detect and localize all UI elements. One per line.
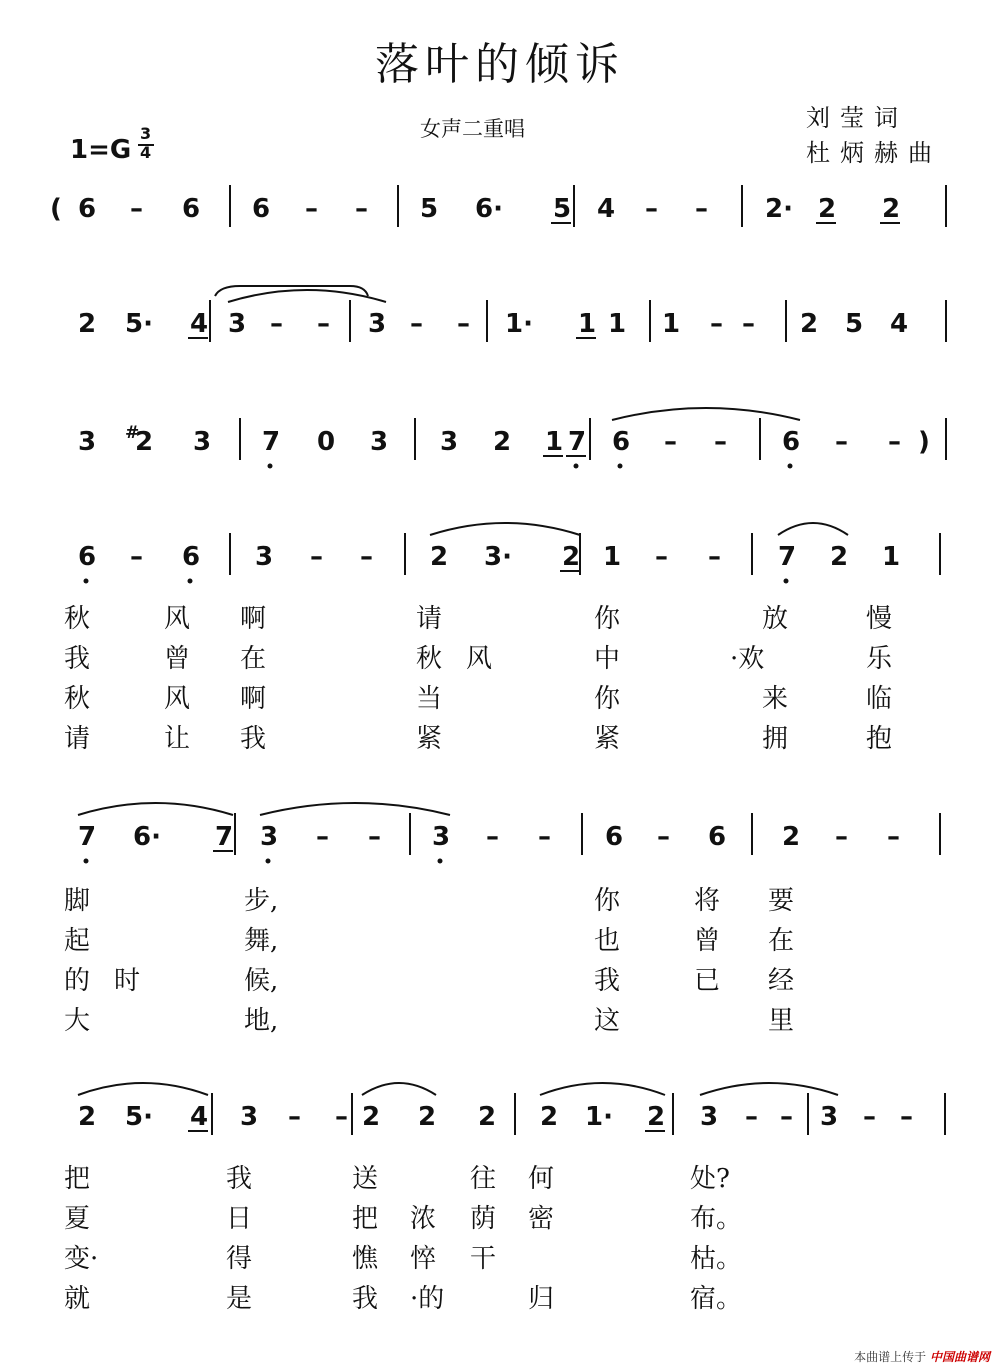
lyric-char: 这: [594, 1006, 621, 1036]
note: 6·: [475, 194, 503, 224]
note: 1: [662, 309, 681, 339]
lyric-char: 浓: [410, 1204, 437, 1234]
note: –: [708, 542, 721, 572]
lyric-char: 何: [528, 1164, 555, 1194]
note: 4: [190, 309, 209, 339]
note: 6: [605, 822, 624, 852]
lyric-char: 变·: [64, 1244, 99, 1274]
note: 2: [418, 1102, 437, 1132]
lyric-char: 宿。: [690, 1284, 743, 1314]
note: 3: [820, 1102, 839, 1132]
note: –: [863, 1102, 876, 1132]
octave-dot: [266, 859, 271, 864]
slur: [430, 523, 580, 535]
key-signature: 1=G: [70, 135, 132, 165]
lyric-char: 秋: [64, 604, 91, 634]
note: –: [695, 194, 708, 224]
lyric-char: ·的: [410, 1284, 445, 1314]
lyric-char: 时: [114, 966, 141, 996]
lyric-char: 枯。: [690, 1244, 743, 1274]
slur: [700, 1083, 838, 1095]
note: –: [900, 1102, 913, 1132]
lyric-char: 紧: [594, 724, 621, 754]
lyric-char: 我: [226, 1164, 253, 1194]
lyric-char: 荫: [470, 1204, 497, 1234]
octave-dot: [788, 464, 793, 469]
note: 1: [882, 542, 901, 572]
note: 3: [368, 309, 387, 339]
sharp-sign: #: [125, 423, 140, 443]
note: –: [710, 309, 723, 339]
lyric-char: 风: [466, 644, 493, 674]
lyric-char: 候,: [244, 966, 279, 996]
note: 7: [568, 427, 587, 457]
lyric-char: 啊: [240, 684, 267, 714]
note: 2: [830, 542, 849, 572]
lyric-char: 拥: [762, 724, 789, 754]
lyric-char: 悴: [410, 1244, 437, 1274]
lyric-char: 也: [594, 926, 621, 956]
note: –: [288, 1102, 301, 1132]
lyric-char: 曾: [694, 926, 721, 956]
note: 2: [430, 542, 449, 572]
lyric-char: 在: [768, 926, 795, 956]
lyric-char: 里: [768, 1006, 795, 1036]
lyric-char: 把: [64, 1164, 91, 1194]
lyric-char: 往: [470, 1164, 497, 1194]
note: –: [310, 542, 323, 572]
note: 7: [215, 822, 234, 852]
note: 2: [818, 194, 837, 224]
note: 3: [78, 427, 97, 457]
note: 2: [362, 1102, 381, 1132]
lyric-char: 秋: [64, 684, 91, 714]
slur: [78, 1083, 208, 1095]
note: 6: [708, 822, 727, 852]
octave-dot: [438, 859, 443, 864]
note: 3: [228, 309, 247, 339]
lyric-char: 请: [64, 724, 91, 754]
note: –: [316, 822, 329, 852]
note: 3: [240, 1102, 259, 1132]
note: 3: [700, 1102, 719, 1132]
note: –: [835, 427, 848, 457]
note: 2: [493, 427, 512, 457]
lyric-char: 地,: [244, 1006, 279, 1036]
note: 3: [370, 427, 389, 457]
note: 0: [317, 427, 336, 457]
note: 2: [647, 1102, 666, 1132]
lyric-char: 当: [416, 684, 443, 714]
lyric-char: 中: [594, 644, 621, 674]
lyric-char: 紧: [416, 724, 443, 754]
note: –: [780, 1102, 793, 1132]
note: 5: [553, 194, 572, 224]
note: 3: [432, 822, 451, 852]
lyric-char: 归: [528, 1284, 555, 1314]
note: 1: [608, 309, 627, 339]
note: 2: [478, 1102, 497, 1132]
lyric-char: 我: [240, 724, 267, 754]
note: –: [742, 309, 755, 339]
note: 2: [800, 309, 819, 339]
lyric-char: 把: [352, 1204, 379, 1234]
note: 3: [193, 427, 212, 457]
note: –: [335, 1102, 348, 1132]
note: –: [664, 427, 677, 457]
note: (: [50, 194, 62, 224]
lyric-char: 起: [64, 926, 91, 956]
note: 2: [782, 822, 801, 852]
slur: [362, 1083, 436, 1095]
lyric-char: 我: [352, 1284, 379, 1314]
lyric-char: 我: [64, 644, 91, 674]
lyric-char: 将: [694, 886, 721, 916]
lyric-char: 干: [470, 1244, 497, 1274]
note: 6: [612, 427, 631, 457]
lyric-char: 临: [866, 684, 893, 714]
note: –: [457, 309, 470, 339]
lyric-char: 你: [594, 886, 621, 916]
lyric-char: 让: [164, 724, 191, 754]
lyric-char: 我: [594, 966, 621, 996]
note: 1: [603, 542, 622, 572]
note: 6: [182, 194, 201, 224]
note: 7: [262, 427, 281, 457]
lyric-char: 憔: [352, 1244, 379, 1274]
note: 3: [260, 822, 279, 852]
octave-dot: [84, 859, 89, 864]
note: 6: [182, 542, 201, 572]
footer-credit: [854, 1348, 990, 1365]
lyric-char: 乐: [866, 644, 893, 674]
lyric-char: 啊: [240, 604, 267, 634]
note: 5: [420, 194, 439, 224]
note: 6: [782, 427, 801, 457]
note: 2: [78, 1102, 97, 1132]
note: 1·: [585, 1102, 613, 1132]
note: –: [745, 1102, 758, 1132]
note: –: [305, 194, 318, 224]
lyric-char: 日: [226, 1204, 253, 1234]
meter-numerator: 3: [140, 124, 152, 143]
note: 1: [545, 427, 564, 457]
lyric-char: 脚: [64, 886, 91, 916]
lyric-char: 慢: [866, 604, 893, 634]
slur: [228, 290, 386, 302]
note: 6: [252, 194, 271, 224]
note: –: [130, 542, 143, 572]
footer-brand: 中国曲谱网: [929, 1350, 990, 1364]
lyric-char: 布。: [690, 1204, 743, 1234]
lyric-char: 步,: [244, 886, 279, 916]
lyric-char: 曾: [164, 644, 191, 674]
note: –: [410, 309, 423, 339]
lyric-char: 得: [226, 1244, 253, 1274]
note: 7: [78, 822, 97, 852]
footer-text: 本曲谱上传于: [854, 1350, 927, 1364]
lyric-char: 放: [762, 604, 789, 634]
note: –: [538, 822, 551, 852]
lyric-char: 风: [164, 604, 191, 634]
note: –: [657, 822, 670, 852]
note: 4: [597, 194, 616, 224]
note: 3·: [484, 542, 512, 572]
lyric-char: 来: [762, 684, 789, 714]
octave-dot: [574, 464, 579, 469]
lyric-char: 送: [352, 1164, 379, 1194]
octave-dot: [188, 579, 193, 584]
lyric-char: 风: [164, 684, 191, 714]
note: 2: [562, 542, 581, 572]
lyric-char: 在: [240, 644, 267, 674]
octave-dot: [618, 464, 623, 469]
note: –: [645, 194, 658, 224]
subtitle: 女声二重唱: [420, 117, 525, 141]
note: –: [714, 427, 727, 457]
note: 1: [578, 309, 597, 339]
note: 2: [135, 427, 154, 457]
slur: [78, 803, 233, 815]
note: –: [355, 194, 368, 224]
note: 2: [540, 1102, 559, 1132]
note: –: [887, 822, 900, 852]
slur: [260, 803, 450, 815]
note: –: [360, 542, 373, 572]
note: 1·: [505, 309, 533, 339]
lyric-char: 大: [64, 1006, 91, 1036]
note: 2·: [765, 194, 793, 224]
note: 6: [78, 194, 97, 224]
lyric-char: 是: [226, 1284, 253, 1314]
lyric-char: 抱: [866, 724, 893, 754]
note: 3: [255, 542, 274, 572]
octave-dot: [784, 579, 789, 584]
lyric-char: 秋: [416, 644, 443, 674]
slur: [612, 408, 800, 420]
page-title: 落叶的倾诉: [375, 39, 625, 90]
lyric-char: 你: [594, 684, 621, 714]
slur: [540, 1083, 665, 1095]
note: –: [270, 309, 283, 339]
meter-denominator: 4: [140, 143, 152, 162]
note: 2: [78, 309, 97, 339]
lyric-char: 夏: [64, 1204, 91, 1234]
note: –: [655, 542, 668, 572]
lyric-char: 请: [416, 604, 443, 634]
lyric-char: 就: [64, 1284, 91, 1314]
slur: [778, 523, 848, 535]
lyric-char: ·欢: [730, 644, 765, 674]
note: 6: [78, 542, 97, 572]
note: –: [888, 427, 901, 457]
note: 7: [778, 542, 797, 572]
lyric-char: 舞,: [244, 926, 279, 956]
note: –: [130, 194, 143, 224]
note: ): [918, 427, 930, 457]
note: 3: [440, 427, 459, 457]
note: –: [486, 822, 499, 852]
note: –: [317, 309, 330, 339]
note: 5·: [125, 1102, 153, 1132]
note: 4: [890, 309, 909, 339]
lyric-char: 经: [768, 966, 795, 996]
note: 6·: [133, 822, 161, 852]
lyric-char: 你: [594, 604, 621, 634]
lyricist-credit: 刘莹词: [806, 104, 908, 132]
octave-dot: [84, 579, 89, 584]
lyric-char: 处?: [690, 1164, 730, 1194]
note: 4: [190, 1102, 209, 1132]
lyric-char: 已: [694, 966, 721, 996]
lyric-char: 的: [64, 966, 91, 996]
note: –: [368, 822, 381, 852]
note: 2: [882, 194, 901, 224]
octave-dot: [268, 464, 273, 469]
note: 5·: [125, 309, 153, 339]
lyric-char: 密: [528, 1204, 555, 1234]
note: –: [835, 822, 848, 852]
lyric-char: 要: [768, 886, 795, 916]
note: 5: [845, 309, 864, 339]
composer-credit: 杜炳赫曲: [806, 139, 942, 167]
